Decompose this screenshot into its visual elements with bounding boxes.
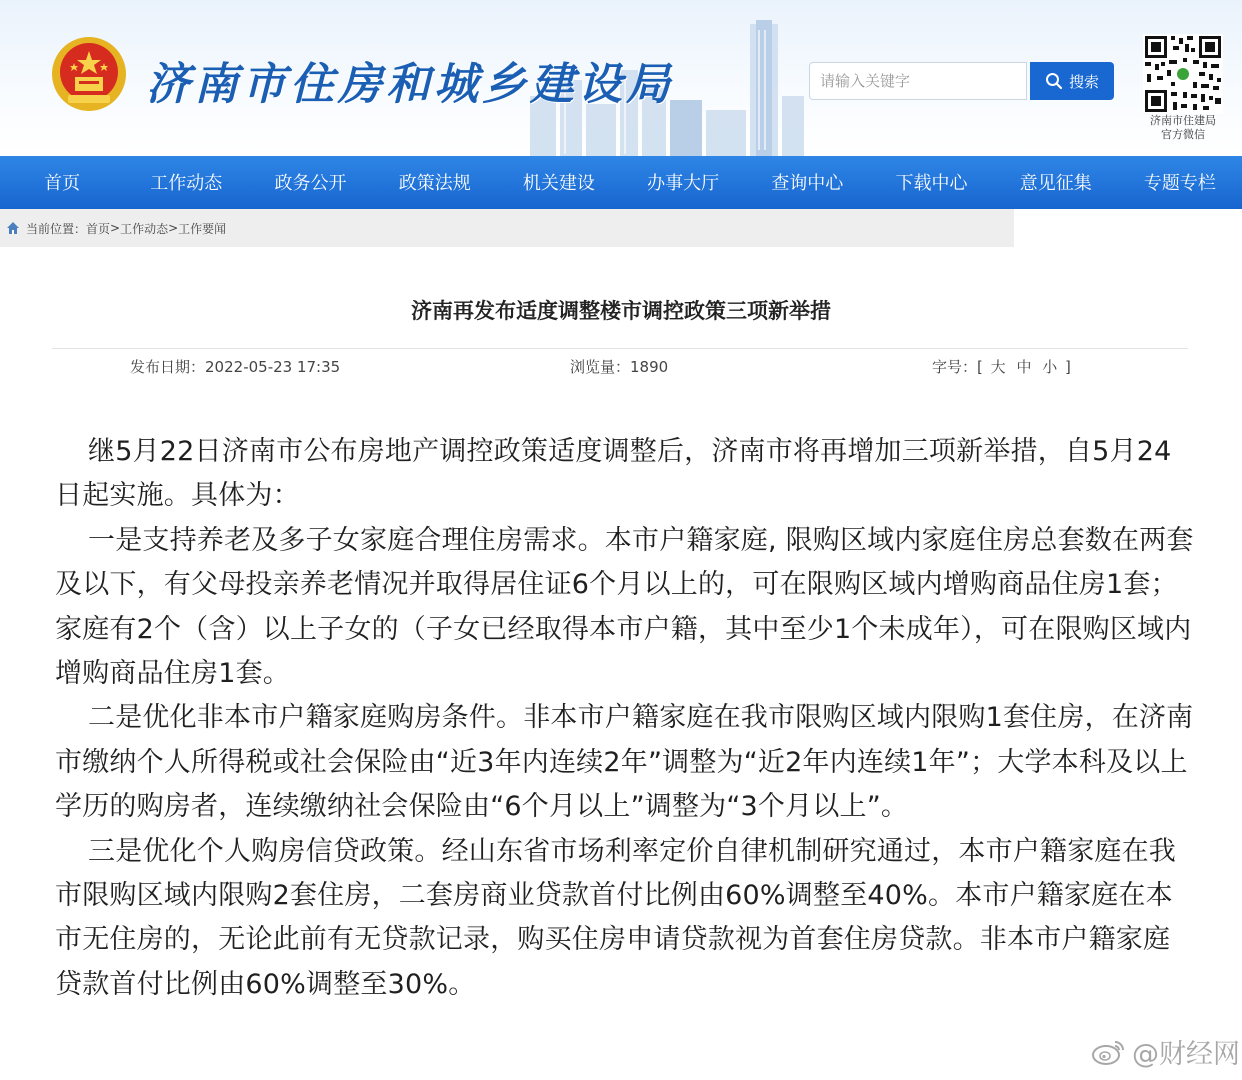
search-button-label: 搜索 <box>1068 72 1099 91</box>
watermark <box>1092 1032 1240 1071</box>
qr-caption <box>1130 114 1236 142</box>
breadcrumb-work-news[interactable]: 工作动态 <box>120 221 169 236</box>
main-nav <box>0 156 1242 209</box>
breadcrumb-separator: > <box>168 221 179 235</box>
search-input[interactable] <box>809 62 1027 100</box>
publish-date-value: 2022-05-23 17:35 <box>205 358 341 376</box>
nav-item-work-news[interactable]: 工作动态 <box>150 173 223 194</box>
nav-item-feedback[interactable]: 意见征集 <box>1019 173 1092 194</box>
weibo-icon <box>1092 1038 1126 1066</box>
publish-date-label: 发布日期： <box>130 358 206 376</box>
font-size-label: 字号：[ <box>932 358 983 376</box>
watermark-text: @财经网 <box>1132 1039 1240 1070</box>
view-count-label: 浏览量： <box>570 358 631 376</box>
search-button[interactable] <box>1030 62 1114 100</box>
breadcrumb-home[interactable]: 首页 <box>86 221 111 236</box>
breadcrumb-label: 当前位置： <box>26 221 87 236</box>
breadcrumb-separator: > <box>110 221 121 235</box>
breadcrumb <box>0 209 1014 247</box>
font-size-large-button[interactable]: 大 <box>990 358 1006 376</box>
font-size-medium-button[interactable]: 中 <box>1016 358 1032 376</box>
meta-divider <box>52 348 1188 349</box>
nav-item-organization[interactable]: 机关建设 <box>522 173 595 194</box>
nav-item-service-hall[interactable]: 办事大厅 <box>647 173 720 194</box>
font-size-small-button[interactable]: 小 <box>1042 358 1058 376</box>
article-title: 济南再发布适度调整楼市调控政策三项新举措 <box>411 299 831 323</box>
nav-item-query-center[interactable]: 查询中心 <box>771 173 844 194</box>
article-paragraph-3: 三是优化个人购房信贷政策。经山东省市场利率定价自律机制研究通过，本市户籍家庭在我市限购区域内限购2套住房，二套房商业贷款首付比例由60%调整至40%。本市户籍家庭在本市无住房的，无论此前有无贷款记录，购买住房申请贷款视为首套住房贷款。非本市户籍家庭贷款首付比例由60%调整至30%。 <box>55 835 1176 1000</box>
home-icon <box>6 221 20 235</box>
site-header <box>0 0 1242 156</box>
font-size-control <box>932 356 1071 377</box>
publish-date <box>130 356 340 377</box>
qr-caption-line1: 济南市住建局 <box>1150 114 1216 127</box>
view-count <box>570 356 668 377</box>
nav-item-home[interactable]: 首页 <box>44 173 81 194</box>
nav-item-policies[interactable]: 政策法规 <box>398 173 471 194</box>
nav-item-special-topics[interactable]: 专题专栏 <box>1143 173 1216 194</box>
breadcrumb-key-news[interactable]: 工作要闻 <box>178 221 227 236</box>
search-icon <box>1045 72 1063 90</box>
wechat-qr-code-icon <box>1143 34 1223 114</box>
article-paragraph-2: 二是优化非本市户籍家庭购房条件。非本市户籍家庭在我市限购区域内限购1套住房，在济南市缴纳个人所得税或社会保险由“近3年内连续2年”调整为“近2年内连续1年”；大学本科及以上学历的购房者，连续缴纳社会保险由“6个月以上”调整为“3个月以上”。 <box>55 702 1194 823</box>
national-emblem-icon <box>50 35 128 113</box>
article-paragraph-intro: 继5月22日济南市公布房地产调控政策适度调整后，济南市将再增加三项新举措，自5月24日起实施。具体为： <box>55 436 1172 512</box>
nav-item-gov-affairs[interactable]: 政务公开 <box>274 173 347 194</box>
view-count-value: 1890 <box>630 358 669 376</box>
font-size-close-bracket: ] <box>1065 358 1071 376</box>
article-paragraph-1: 一是支持养老及多子女家庭合理住房需求。本市户籍家庭, 限购区域内家庭住房总套数在两套及以下，有父母投亲养老情况并取得居住证6个月以上的，可在限购区域内增购商品住房1套；家庭有2个（含）以上子女的（子女已经取得本市户籍，其中至少1个未成年），可在限购区域内增购商品住房1套。 <box>55 524 1194 690</box>
article-body <box>55 430 1195 1007</box>
nav-item-download-center[interactable]: 下载中心 <box>895 173 968 194</box>
site-title: 济南市住房和城乡建设局 <box>146 59 674 110</box>
qr-caption-line2: 官方微信 <box>1161 128 1205 141</box>
